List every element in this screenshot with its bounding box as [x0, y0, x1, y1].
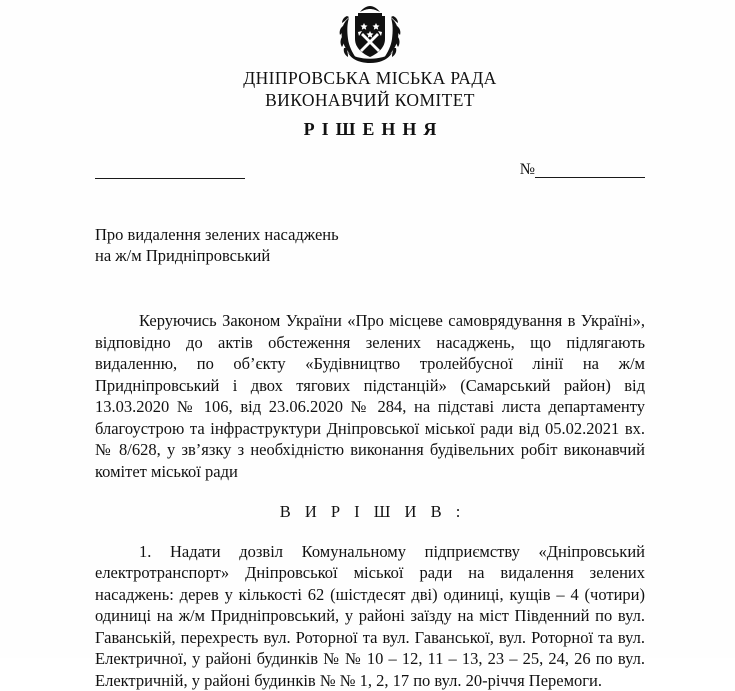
number-blank-line[interactable] — [535, 177, 645, 178]
document-subject — [95, 224, 425, 266]
resolved-heading: В И Р І Ш И В : — [95, 501, 645, 523]
emblem-container — [95, 0, 645, 68]
clause-1-paragraph: 1. Надати дозвіл Комунальному підприємству «Дніпровський електротранспорт» Дніпровської міської ради на видалення зелених насаджень: дерев у кількості 62 (шістдесят дві) одиниці, кущів – 4 (чотири) одиниці на ж/м Придніпровський, у районі заїзду на міст Південний по вул. Гаванській, перехресть вул. Роторної та вул. Гаванської, вул. Роторної та вул. Електричної, у районі будинків № № 10 – 12, 11 – 13, 23 – 25, 24, 26 по вул. Електричній, у районі будинків № № 1, 2, 17 по вул. 20-річчя Перемоги. — [95, 541, 645, 691]
subject-line-2: на ж/м Придніпровський — [95, 245, 425, 266]
number-sign-label: № — [520, 162, 535, 180]
organization-name-line-2: ВИКОНАВЧИЙ КОМІТЕТ — [95, 90, 645, 111]
document-type-title: РІШЕННЯ — [95, 119, 645, 140]
date-number-row — [95, 162, 645, 196]
organization-name-line-1: ДНІПРОВСЬКА МІСЬКА РАДА — [95, 68, 645, 89]
subject-line-1: Про видалення зелених насаджень — [95, 224, 425, 245]
preamble-paragraph: Керуючись Законом України «Про місцеве самоврядування в Україні», відповідно до актів обстеження зелених насаджень, що підлягають видаленню, по об’єкту «Будівництво тролейбусної лінії на ж/м Придніпровський і двох тягових підстанцій» (Самарський район) від 13.03.2020 № 106, від 23.06.2020 № 284, на підставі листа департаменту благоустрою та інфраструктури Дніпровської міської ради від 05.02.2021 вх. № 8/628, у зв’язку з необхідністю виконання будівельних робіт виконавчий комітет міської ради — [95, 310, 645, 482]
number-group — [520, 162, 645, 180]
date-blank-line[interactable] — [95, 178, 245, 179]
dnipro-city-coat-of-arms-icon — [336, 6, 404, 64]
document-body — [95, 310, 645, 691]
